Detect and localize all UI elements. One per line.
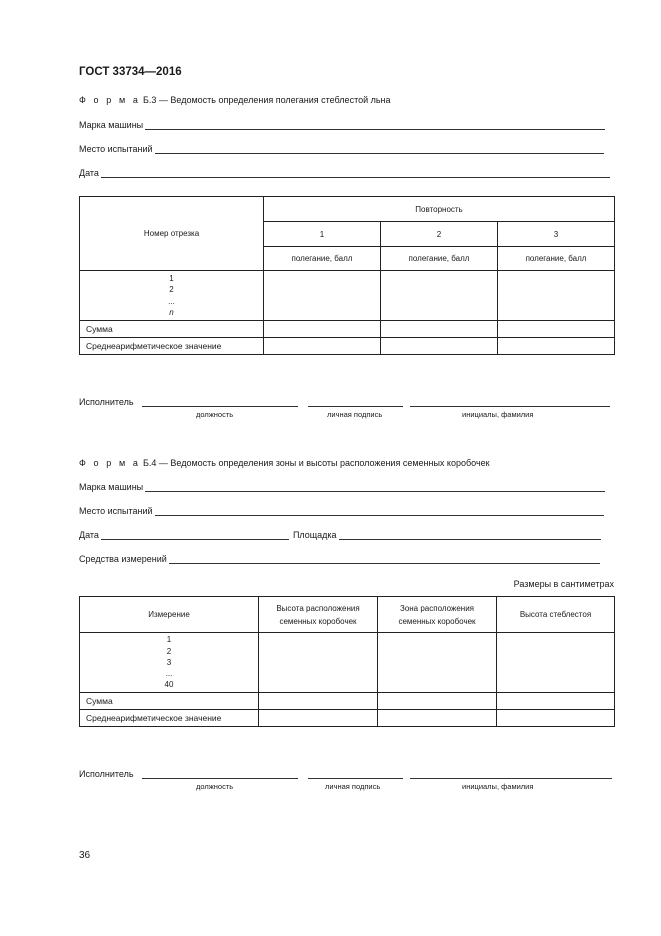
data-cell[interactable] [497, 710, 615, 727]
data-cell[interactable] [264, 321, 381, 338]
header-measurement: Измерение [80, 597, 259, 633]
mean-label: Среднеарифметическое значение [80, 710, 259, 727]
header-unit: полегание, балл [498, 247, 615, 271]
data-cell[interactable] [497, 633, 615, 693]
row-number: 2 [166, 646, 172, 656]
field-label: Дата [79, 530, 99, 540]
data-cell[interactable] [259, 633, 378, 693]
signature1-sign-line[interactable] [308, 406, 403, 407]
form-b4-field-date-site[interactable] [79, 530, 601, 540]
row-number: 1 [169, 273, 174, 283]
data-cell[interactable] [378, 633, 497, 693]
form-b3-table [79, 196, 615, 355]
header-segment-number: Номер отрезка [80, 197, 264, 271]
form-b3-field-machine[interactable] [79, 120, 605, 130]
header-stand-height: Высота стеблестоя [497, 597, 615, 633]
data-cell[interactable] [264, 271, 381, 321]
form-b4-field-machine[interactable] [79, 482, 605, 492]
field-label: Марка машины [79, 482, 144, 492]
field-line [145, 120, 605, 130]
header-unit: полегание, балл [264, 247, 381, 271]
form-b4-field-place[interactable] [79, 506, 604, 516]
form-word: Ф о р м а [79, 95, 141, 105]
signature1-position-line[interactable] [142, 406, 298, 407]
row-numbers-cell [80, 633, 259, 693]
signature2-position-line[interactable] [142, 778, 298, 779]
units-note: Размеры в сантиметрах [513, 579, 614, 589]
row-number: 1 [166, 635, 172, 645]
data-cell[interactable] [259, 693, 378, 710]
form-b4-field-instruments[interactable] [79, 554, 600, 564]
form-b3-field-place[interactable] [79, 144, 604, 154]
data-cell[interactable] [264, 338, 381, 355]
row-number: ... [168, 296, 175, 306]
document-header: ГОСТ 33734—2016 [79, 66, 182, 78]
form-b3-title-text: Б.3 — Ведомость определения полегания стеблестой льна [142, 95, 391, 105]
data-cell[interactable] [498, 338, 615, 355]
mean-label: Среднеарифметическое значение [80, 338, 264, 355]
data-cell[interactable] [381, 271, 498, 321]
row-numbers-cell [80, 271, 264, 321]
data-cell[interactable] [498, 321, 615, 338]
row-number: 2 [169, 285, 174, 295]
field-line [339, 530, 601, 540]
header-capsule-zone: Зона расположения семенных коробочек [378, 597, 497, 633]
field-line [155, 144, 604, 154]
header-capsule-height: Высота расположения семенных коробочек [259, 597, 378, 633]
form-b4-title [79, 458, 490, 468]
caption-signature: личная подпись [325, 782, 381, 791]
data-cell[interactable] [381, 338, 498, 355]
signature2-name-line[interactable] [410, 778, 612, 779]
signature1-name-line[interactable] [410, 406, 610, 407]
form-b3-title [79, 95, 391, 105]
field-line [145, 482, 605, 492]
field-line [155, 506, 604, 516]
signature1-label: Исполнитель [79, 397, 134, 407]
header-repeat-2: 2 [381, 222, 498, 247]
header-repetition: Повторность [264, 197, 615, 222]
sum-label: Сумма [80, 321, 264, 338]
field-label: Дата [79, 168, 99, 178]
header-unit: полегание, балл [381, 247, 498, 271]
field-label: Марка машины [79, 120, 144, 130]
signature2-label: Исполнитель [79, 769, 134, 779]
caption-name: инициалы, фамилия [462, 782, 534, 791]
data-cell[interactable] [497, 693, 615, 710]
form-b4-title-text: Б.4 — Ведомость определения зоны и высоты расположения семенных коробочек [142, 458, 490, 468]
data-cell[interactable] [378, 710, 497, 727]
signature2-sign-line[interactable] [308, 778, 403, 779]
form-b4-table [79, 596, 615, 727]
data-cell[interactable] [381, 321, 498, 338]
page-number: 36 [79, 850, 91, 861]
form-word: Ф о р м а [79, 458, 141, 468]
field-label: Место испытаний [79, 144, 153, 154]
caption-name: инициалы, фамилия [462, 410, 534, 419]
form-b3-field-date[interactable] [79, 168, 610, 178]
row-number: n [169, 307, 174, 317]
row-number: ... [165, 669, 173, 679]
data-cell[interactable] [498, 271, 615, 321]
sum-label: Сумма [80, 693, 259, 710]
header-repeat-3: 3 [498, 222, 615, 247]
caption-signature: личная подпись [327, 410, 383, 419]
data-cell[interactable] [259, 710, 378, 727]
field-line [101, 530, 289, 540]
row-number: 40 [164, 680, 174, 690]
field-label: Место испытаний [79, 506, 153, 516]
field-line [169, 554, 600, 564]
field-line [101, 168, 610, 178]
field-label: Средства измерений [79, 554, 167, 564]
field-label: Площадка [292, 530, 337, 540]
row-number: 3 [166, 657, 172, 667]
caption-position: должность [196, 782, 234, 791]
data-cell[interactable] [378, 693, 497, 710]
caption-position: должность [196, 410, 234, 419]
header-repeat-1: 1 [264, 222, 381, 247]
